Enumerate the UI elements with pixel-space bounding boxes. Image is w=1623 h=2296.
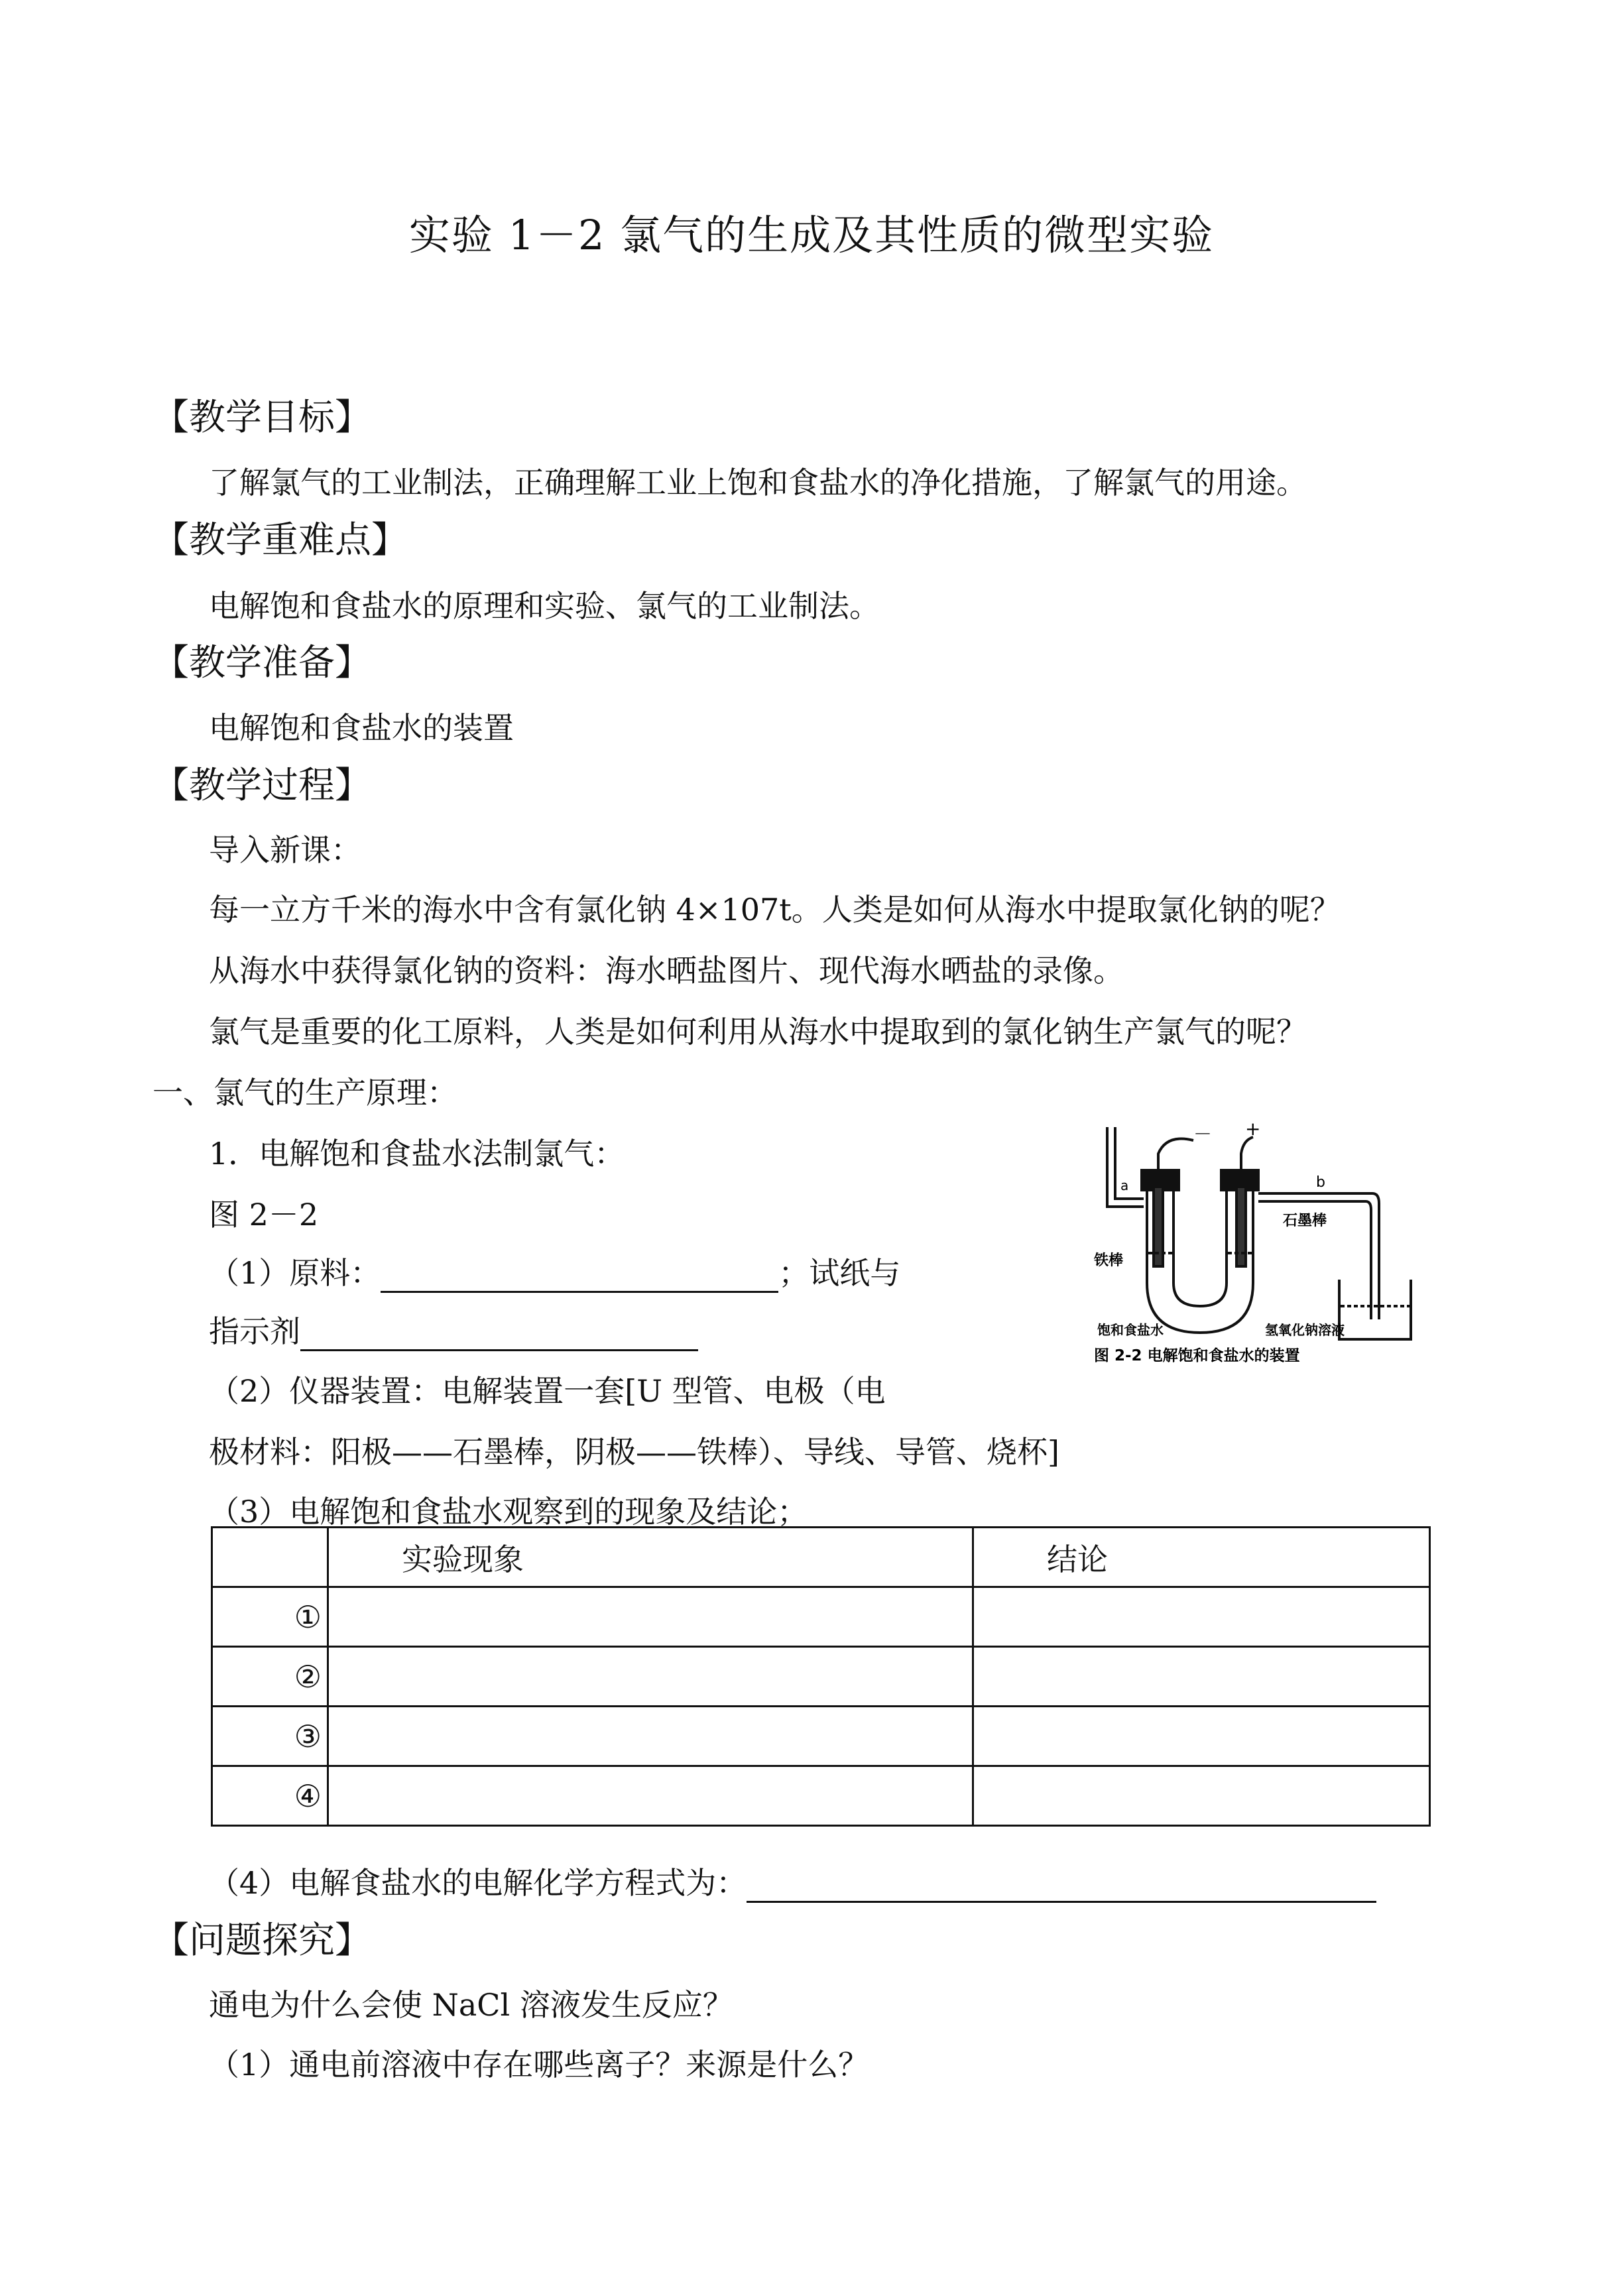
objective-heading: 【教学目标】 — [152, 396, 372, 438]
graphite-label: 石墨棒 — [1283, 1213, 1327, 1229]
conclusion-cell[interactable] — [973, 1766, 1430, 1826]
equation-blank[interactable] — [747, 1868, 1376, 1903]
figure-caption: 图 2-2 电解饱和食盐水的装置 — [1094, 1347, 1300, 1364]
paragraph-3: 氯气是重要的化工原料，人类是如何利用从海水中提取到的氯化钠生产氯气的呢？ — [209, 1014, 1307, 1050]
question-1-line — [209, 1249, 900, 1293]
observation-table — [211, 1526, 1431, 1827]
figure-reference: 图 2－2 — [209, 1197, 319, 1233]
question-1-label: （1）原料： — [209, 1255, 381, 1291]
prep-heading: 【教学准备】 — [152, 641, 372, 684]
raw-material-blank[interactable] — [381, 1258, 778, 1293]
question-2-line-2: 极材料：阳极——石墨棒，阴极——铁棒）、导线、导管、烧杯] — [209, 1434, 1059, 1470]
part-1-heading: 一、氯气的生产原理： — [152, 1075, 457, 1111]
row-number: ② — [212, 1647, 328, 1707]
iron-label: 铁棒 — [1094, 1252, 1124, 1269]
indicator-blank[interactable] — [300, 1316, 698, 1351]
process-heading: 【教学过程】 — [152, 764, 372, 806]
objective-text: 了解氯气的工业制法，正确理解工业上饱和食盐水的净化措施，了解氯气的用途。 — [209, 465, 1307, 501]
phenomenon-cell[interactable] — [328, 1766, 973, 1826]
wire-minus — [1158, 1139, 1193, 1171]
table-header-row — [212, 1528, 1430, 1587]
question-4-label: （4）电解食盐水的电解化学方程式为： — [209, 1865, 747, 1901]
row-number: ① — [212, 1587, 328, 1647]
label-b: b — [1316, 1174, 1325, 1191]
wire-plus — [1241, 1137, 1253, 1170]
conclusion-cell[interactable] — [973, 1707, 1430, 1766]
row-number: ③ — [212, 1707, 328, 1766]
inquiry-sub-1: （1）通电前溶液中存在哪些离子？来源是什么？ — [209, 2047, 869, 2083]
item-1: 1．电解饱和食盐水法制氯气： — [209, 1136, 625, 1172]
question-2-line-1: （2）仪器装置：电解装置一套[U 型管、电极（电 — [209, 1373, 886, 1409]
paragraph-1: 每一立方千米的海水中含有氯化钠 4×107t。人类是如何从海水中提取氯化钠的呢？ — [209, 892, 1341, 928]
minus-label: － — [1193, 1123, 1213, 1145]
conclusion-cell[interactable] — [973, 1587, 1430, 1647]
brine-label: 饱和食盐水 — [1097, 1322, 1164, 1338]
plus-label: + — [1245, 1120, 1261, 1140]
phenomenon-cell[interactable] — [328, 1707, 973, 1766]
naoh-label: 氢氧化钠溶液 — [1265, 1322, 1345, 1338]
table-row — [212, 1707, 1430, 1766]
indicator-line — [209, 1307, 698, 1351]
page-title: 实验 1－2 氯气的生成及其性质的微型实验 — [408, 211, 1215, 259]
electrolysis-apparatus-figure — [1094, 1120, 1419, 1372]
question-4-line — [209, 1859, 1376, 1903]
table-row — [212, 1647, 1430, 1707]
keypoints-text: 电解饱和食盐水的原理和实验、氯气的工业制法。 — [209, 588, 880, 624]
paragraph-2: 从海水中获得氯化钠的资料：海水晒盐图片、现代海水晒盐的录像。 — [209, 953, 1124, 989]
tube-a — [1107, 1127, 1144, 1207]
table-header-phenomenon: 实验现象 — [328, 1528, 973, 1587]
table-header-conclusion: 结论 — [973, 1528, 1430, 1587]
row-number: ④ — [212, 1766, 328, 1826]
table-header-empty — [212, 1528, 328, 1587]
beaker — [1339, 1280, 1411, 1339]
intro-text: 导入新课： — [209, 832, 361, 868]
keypoints-heading: 【教学重难点】 — [152, 518, 408, 561]
table-row — [212, 1587, 1430, 1647]
table-row — [212, 1766, 1430, 1826]
question-3: （3）电解饱和食盐水观察到的现象及结论； — [209, 1494, 808, 1530]
question-1-suffix: ；试纸与 — [778, 1255, 901, 1291]
indicator-label: 指示剂 — [209, 1313, 300, 1349]
inquiry-question: 通电为什么会使 NaCl 溶液发生反应？ — [209, 1987, 733, 2023]
inquiry-heading: 【问题探究】 — [152, 1919, 372, 1961]
conclusion-cell[interactable] — [973, 1647, 1430, 1707]
label-a: a — [1120, 1178, 1129, 1193]
prep-text: 电解饱和食盐水的装置 — [209, 710, 514, 746]
phenomenon-cell[interactable] — [328, 1647, 973, 1707]
phenomenon-cell[interactable] — [328, 1587, 973, 1647]
